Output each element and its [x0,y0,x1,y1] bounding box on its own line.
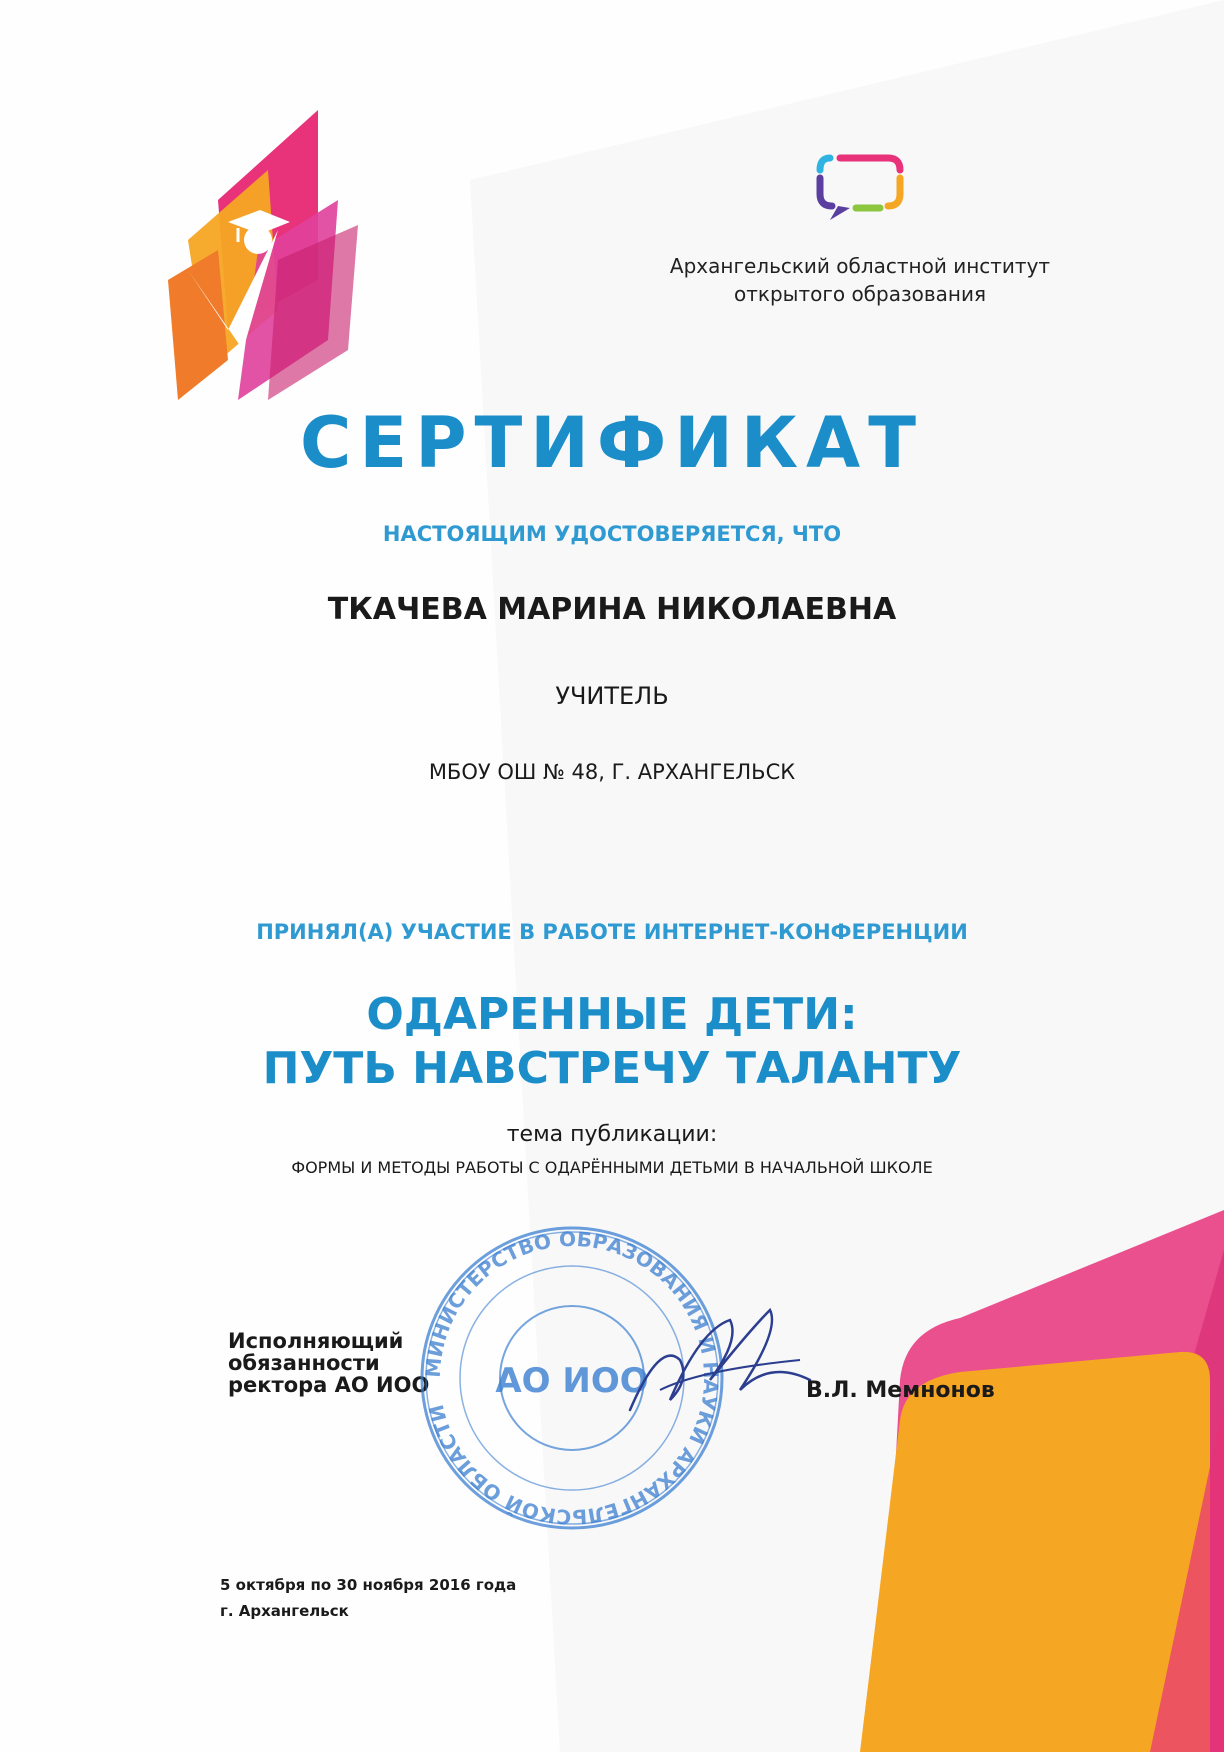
certify-text: НАСТОЯЩИМ УДОСТОВЕРЯЕТСЯ, ЧТО [382,522,842,546]
footer-dates [220,1572,516,1624]
graduate-emblem-icon [168,110,368,410]
institute-name [640,252,1080,308]
signer-name: В.Л. Мемнонов [806,1378,995,1403]
participation-text: ПРИНЯЛ(А) УЧАСТИЕ В РАБОТЕ ИНТЕРНЕТ-КОНФЕРЕНЦИИ [256,920,968,944]
certificate-title: СЕРТИФИКАТ [300,402,924,484]
recipient-school: МБОУ ОШ № 48, Г. АРХАНГЕЛЬСК [428,760,796,784]
signer-role-line3: ректора АО ИОО [228,1373,430,1397]
conference-title-line2: ПУТЬ НАВСТРЕЧУ ТАЛАНТУ [262,1043,962,1094]
institute-speech-bubble-logo [810,148,910,228]
event-city: г. Архангельск [220,1602,349,1620]
topic-label: тема публикации: [506,1122,718,1147]
conference-title-line1: ОДАРЕННЫЕ ДЕТИ: [366,989,858,1040]
stamp-outer-text: МИНИСТЕРСТВО ОБРАЗОВАНИЯ И НАУКИ АРХАНГЕЛЬСКОЙ ОБЛАСТИ [420,1226,724,1530]
recipient-position: УЧИТЕЛЬ [555,682,669,710]
signer-role-line2: обязанности [228,1351,380,1375]
publication-topic: ФОРМЫ И МЕТОДЫ РАБОТЫ С ОДАРЁННЫМИ ДЕТЬМИ В НАЧАЛЬНОЙ ШКОЛЕ [291,1158,933,1177]
signer-role-line1: Исполняющий [228,1329,404,1353]
handwritten-signature [620,1300,820,1430]
conference-title [0,988,1224,1096]
event-dates: 5 октября по 30 ноября 2016 года [220,1576,517,1594]
institute-name-line1: Архангельский областной институт [669,254,1051,278]
institute-name-line2: открытого образования [734,282,986,306]
stamp-center-text: АО ИОО [495,1361,649,1401]
recipient-name: ТКАЧЕВА МАРИНА НИКОЛАЕВНА [327,592,897,627]
